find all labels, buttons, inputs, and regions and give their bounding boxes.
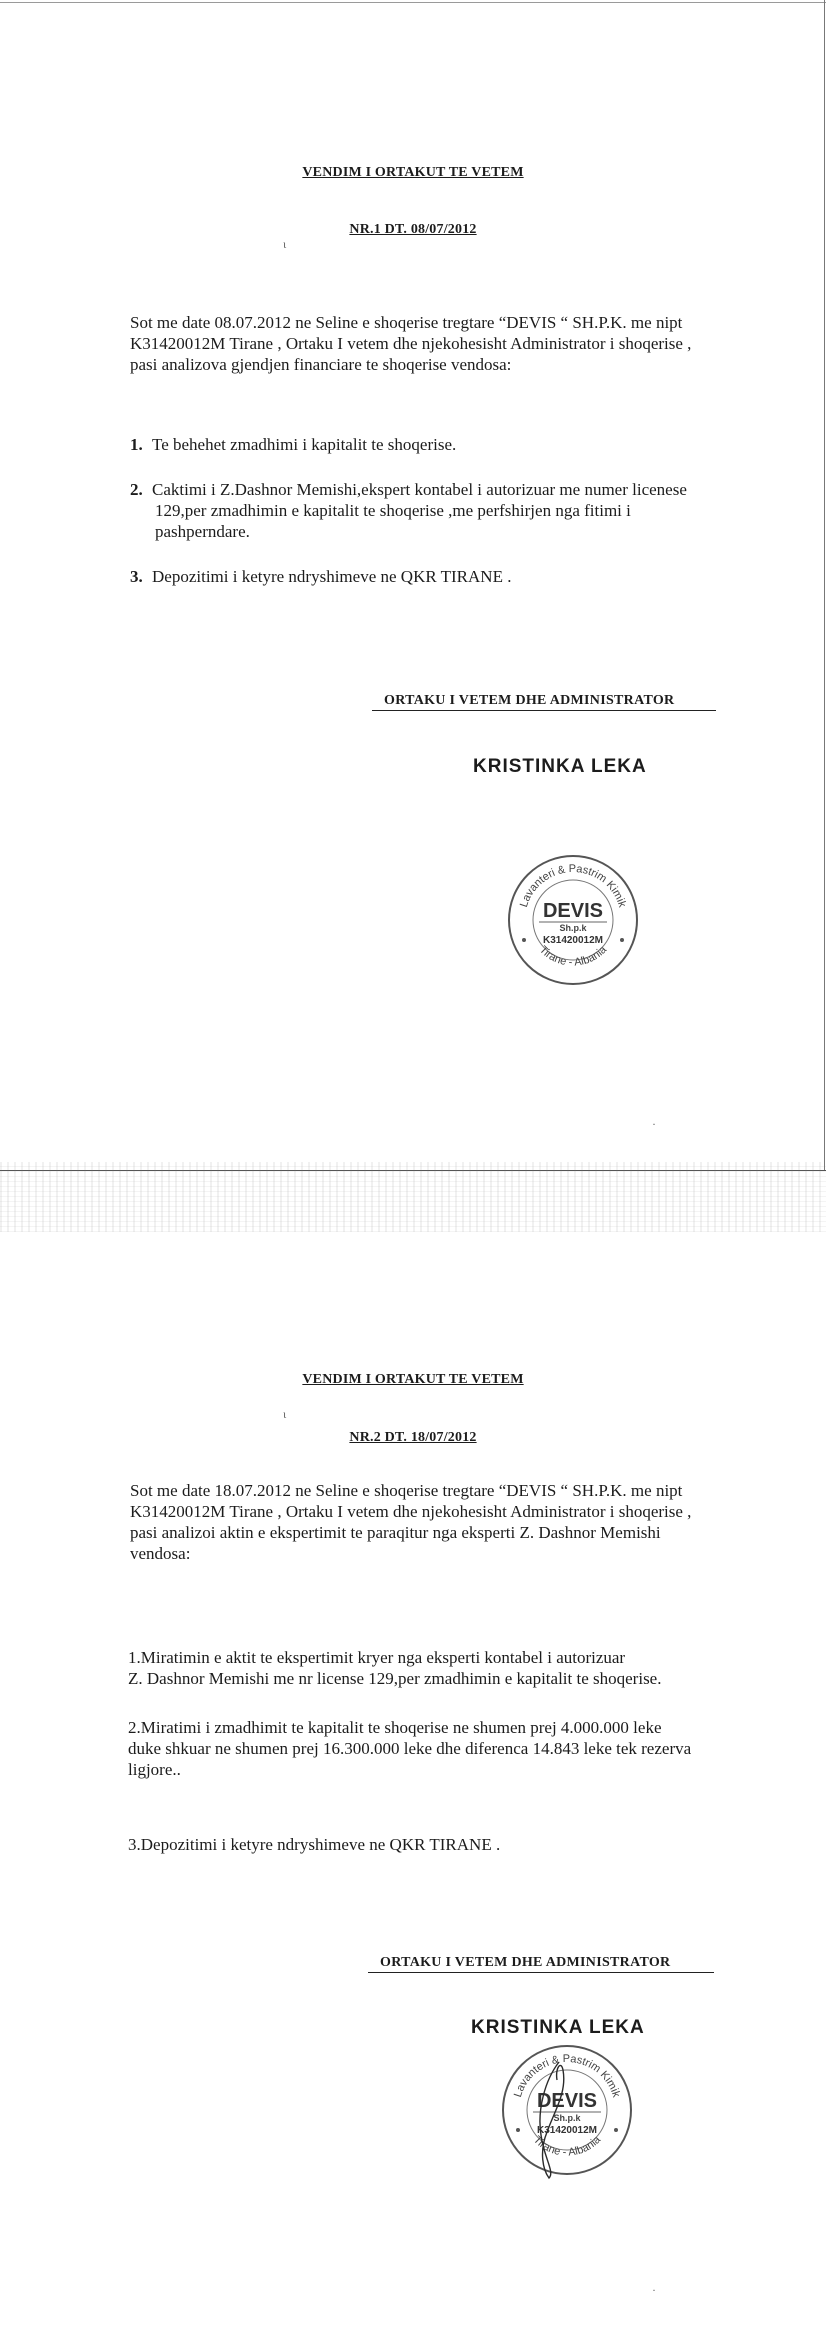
signatory-name: KRISTINKA LEKA: [471, 2017, 645, 2038]
signatory-title: ORTAKU I VETEM DHE ADMINISTRATOR: [372, 693, 716, 711]
list-item: 1. Te behehet zmadhimi i kapitalit te shoqerise.: [130, 435, 457, 454]
decision-number-date: NR.2 DT. 18/07/2012: [349, 1430, 477, 1445]
scan-noise-band: [0, 1162, 826, 1232]
list-item: 3.Depozitimi i ketyre ndryshimeve ne QKR TIRANE .: [128, 1835, 501, 1854]
svg-text:Lavanteri & Pastrim Kimik: Lavanteri & Pastrim Kimik: [511, 2052, 623, 2099]
company-stamp: [497, 2040, 637, 2180]
svg-text:K31420012M: K31420012M: [536, 2125, 598, 2136]
page-title: VENDIM I ORTAKUT TE VETEM: [302, 165, 524, 180]
list-item: 1.Miratimin e aktit te ekspertimit kryer nga eksperti kontabel i autorizuar: [128, 1648, 626, 1667]
svg-text:Sh.p.k: Sh.p.k: [553, 2113, 581, 2123]
svg-text:Lavanteri & Pastrim Kimik: Lavanteri & Pastrim Kimik: [517, 862, 629, 909]
svg-text:DEVIS: DEVIS: [542, 900, 604, 922]
svg-text:K31420012M: K31420012M: [542, 935, 604, 946]
svg-text:Tirane - Albania: Tirane - Albania: [530, 2133, 604, 2159]
page-title: VENDIM I ORTAKUT TE VETEM: [302, 1372, 524, 1387]
signatory-name: KRISTINKA LEKA: [473, 756, 647, 777]
list-item: 3. Depozitimi i ketyre ndryshimeve ne QKR TIRANE .: [130, 567, 512, 586]
svg-text:Tirane - Albania: Tirane - Albania: [536, 943, 610, 969]
decision-number-date: NR.1 DT. 08/07/2012: [349, 222, 477, 237]
svg-text:DEVIS: DEVIS: [536, 2090, 598, 2112]
company-stamp: [503, 850, 643, 990]
svg-text:Sh.p.k: Sh.p.k: [559, 923, 587, 933]
list-item: 2. Caktimi i Z.Dashnor Memishi,ekspert kontabel i autorizuar me numer licenese: [130, 480, 687, 499]
list-item: 2.Miratimi i zmadhimit te kapitalit te shoqerise ne shumen prej 4.000.000 leke: [128, 1718, 662, 1737]
signatory-title: ORTAKU I VETEM DHE ADMINISTRATOR: [368, 1955, 714, 1973]
